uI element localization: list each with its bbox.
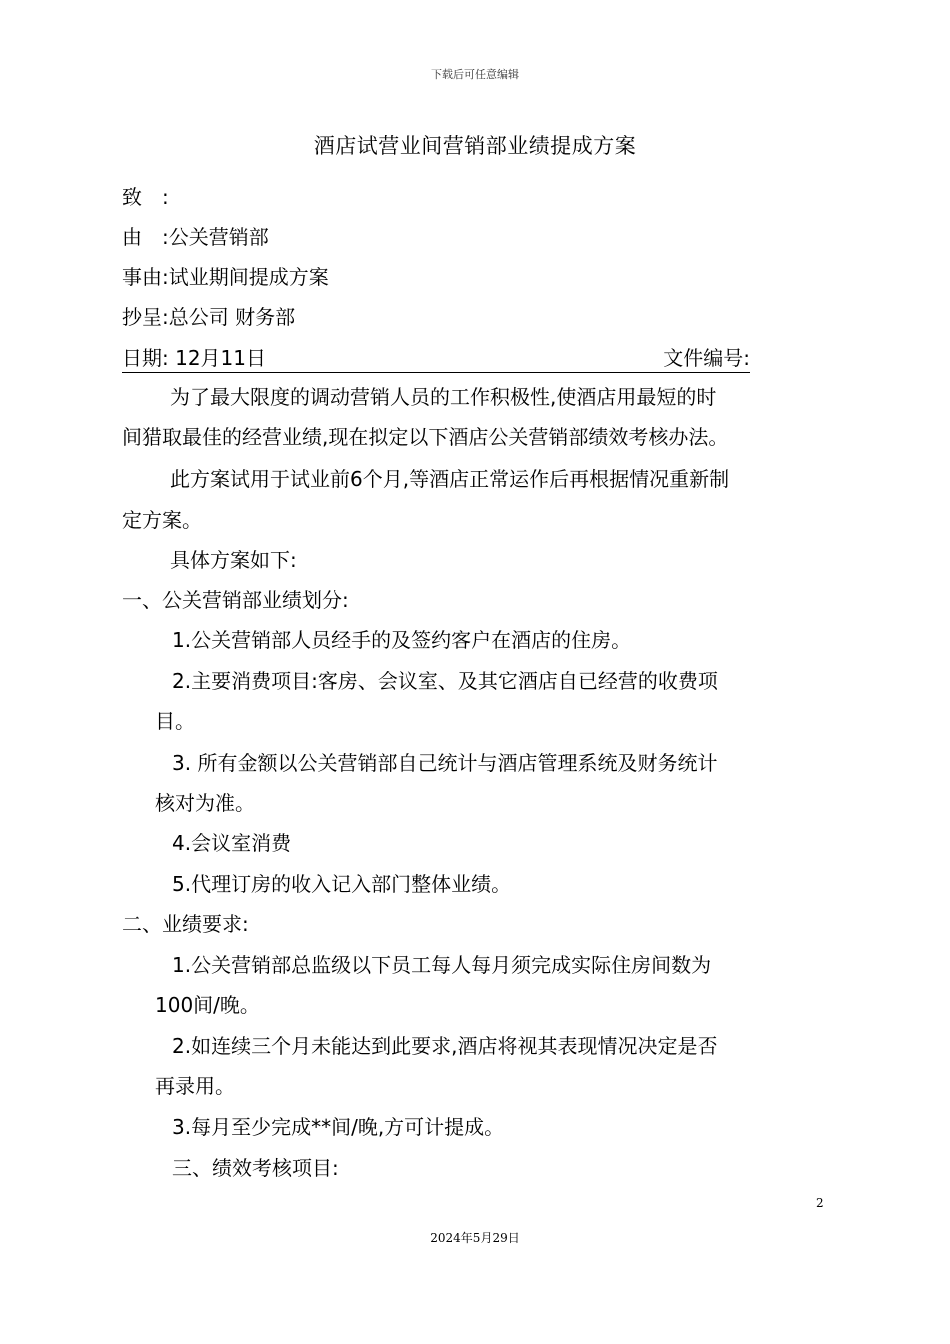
list-item-continued: 核对为准。 bbox=[155, 791, 255, 815]
body-line: 具体方案如下: bbox=[170, 548, 297, 572]
section-heading: 三、绩效考核项目: bbox=[172, 1156, 339, 1180]
memo-to: 致 : bbox=[122, 185, 169, 209]
list-item: 1.公关营销部总监级以下员工每人每月须完成实际住房间数为 bbox=[172, 953, 712, 977]
list-item: 3. 所有金额以公关营销部自己统计与酒店管理系统及财务统计 bbox=[172, 751, 718, 775]
list-item-continued: 目。 bbox=[155, 709, 195, 733]
list-item: 2.主要消费项目:客房、会议室、及其它酒店自已经营的收费项 bbox=[172, 669, 718, 693]
list-item-continued: 再录用。 bbox=[155, 1074, 235, 1098]
body-line: 定方案。 bbox=[122, 508, 202, 532]
list-item: 3.每月至少完成**间/晚,方可计提成。 bbox=[172, 1115, 505, 1139]
memo-subject: 事由:试业期间提成方案 bbox=[122, 265, 329, 289]
body-line: 此方案试用于试业前6个月,等酒店正常运作后再根据情况重新制 bbox=[170, 467, 730, 491]
document-title: 酒店试营业间营销部业绩提成方案 bbox=[313, 134, 637, 158]
memo-date-row bbox=[122, 344, 750, 373]
memo-from: 由 :公关营销部 bbox=[122, 225, 269, 249]
memo-doc-number: 文件编号: bbox=[663, 346, 750, 370]
memo-cc: 抄呈:总公司 财务部 bbox=[122, 305, 296, 329]
list-item: 1.公关营销部人员经手的及签约客户在酒店的住房。 bbox=[172, 628, 632, 652]
header-note: 下载后可任意编辑 bbox=[431, 68, 519, 81]
body-line: 间猎取最佳的经营业绩,现在拟定以下酒店公关营销部绩效考核办法。 bbox=[122, 425, 729, 449]
page-number: 2 bbox=[816, 1196, 824, 1210]
section-heading: 二、业绩要求: bbox=[122, 912, 249, 936]
section-heading: 一、公关营销部业绩划分: bbox=[122, 588, 349, 612]
footer-date: 2024年5月29日 bbox=[430, 1231, 520, 1245]
list-item-continued: 100间/晚。 bbox=[155, 993, 260, 1017]
memo-date: 日期: 12月11日 bbox=[122, 346, 266, 370]
list-item: 5.代理订房的收入记入部门整体业绩。 bbox=[172, 872, 512, 896]
list-item: 2.如连续三个月未能达到此要求,酒店将视其表现情况决定是否 bbox=[172, 1034, 718, 1058]
list-item: 4.会议室消费 bbox=[172, 831, 292, 855]
body-line: 为了最大限度的调动营销人员的工作积极性,使酒店用最短的时 bbox=[170, 385, 717, 409]
